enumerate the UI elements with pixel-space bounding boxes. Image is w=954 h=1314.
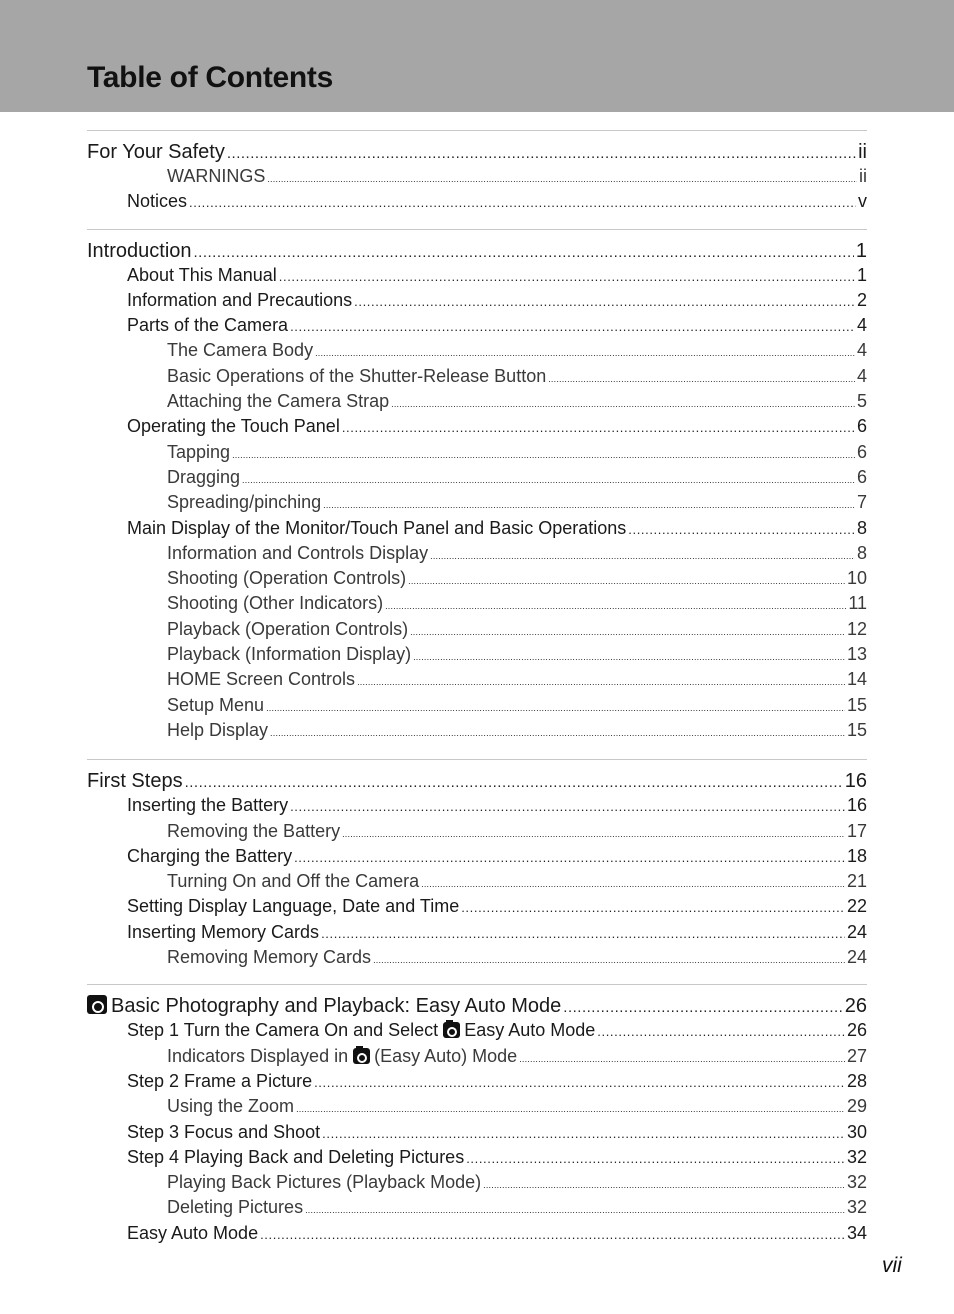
toc-entry-title-text: Playback (Information Display) — [167, 644, 412, 665]
toc-entry-title-text: Easy Auto Mode — [464, 1020, 596, 1041]
toc-entry-page: 22 — [846, 896, 867, 917]
toc-entry-title-text: Notices — [127, 191, 188, 212]
toc-entry-title — [127, 265, 277, 286]
toc-entry-title-text: Step 2 Frame a Picture — [127, 1070, 313, 1091]
dot-leader — [314, 1075, 845, 1090]
toc-entry-page: 5 — [856, 391, 867, 412]
toc-entry[interactable] — [87, 543, 867, 568]
toc-entry[interactable] — [87, 795, 867, 820]
toc-entry-page: 30 — [846, 1121, 867, 1142]
toc-entry[interactable] — [87, 896, 867, 921]
toc-entry-title — [87, 141, 225, 164]
toc-entry-title-text: Inserting the Battery — [127, 795, 289, 816]
dot-leader — [519, 1054, 845, 1064]
toc-entry-title — [167, 644, 411, 665]
toc-entry[interactable] — [87, 922, 867, 947]
toc-entry-title-text: HOME Screen Controls — [167, 669, 356, 690]
toc-entry[interactable] — [87, 619, 867, 644]
toc-entry-title-text: Removing the Battery — [167, 820, 341, 841]
toc-entry[interactable] — [87, 290, 867, 315]
toc-entry-title — [167, 492, 321, 513]
toc-entry[interactable] — [87, 1122, 867, 1147]
toc-entry[interactable] — [87, 1172, 867, 1197]
toc-entry-title — [167, 1096, 294, 1117]
toc-entry-page: 4 — [856, 315, 867, 336]
toc-entry[interactable] — [87, 720, 867, 745]
dot-leader — [296, 1104, 845, 1114]
toc-entry-title-text: About This Manual — [127, 264, 277, 285]
header-bar — [0, 0, 954, 112]
toc-entry[interactable] — [87, 1223, 867, 1248]
toc-entry[interactable] — [87, 191, 867, 216]
toc-entry-title-text: For Your Safety — [87, 141, 225, 163]
toc-entry-title — [127, 315, 288, 336]
toc-entry-title-text: Information and Precautions — [127, 289, 353, 310]
toc-entry[interactable] — [87, 947, 867, 972]
toc-entry-page: 16 — [846, 795, 867, 816]
dot-leader — [185, 774, 843, 791]
dot-leader — [391, 399, 855, 409]
toc-entry-title-text: Indicators Displayed in — [167, 1045, 349, 1066]
toc-entry-title — [87, 995, 561, 1018]
toc-entry-title — [127, 1071, 312, 1092]
toc-entry[interactable] — [87, 492, 867, 517]
dot-leader — [628, 522, 855, 537]
dot-leader — [461, 900, 845, 915]
toc-entry-title — [167, 467, 240, 488]
toc-entry[interactable] — [87, 1046, 867, 1071]
toc-entry[interactable] — [87, 366, 867, 391]
dot-leader — [266, 703, 845, 713]
toc-entry-title — [127, 1223, 258, 1244]
toc-section — [87, 229, 867, 760]
toc-entry-page: 26 — [844, 995, 867, 1018]
toc-entry-page: 34 — [846, 1222, 867, 1243]
toc-entry-page: 21 — [846, 871, 867, 892]
dot-leader — [270, 728, 845, 738]
toc-entry-title-text: Step 4 Playing Back and Deleting Pictures — [127, 1146, 465, 1167]
toc-entry-title-text: Information and Controls Display — [167, 542, 429, 563]
toc-entry[interactable] — [87, 1071, 867, 1096]
dot-leader — [466, 1151, 845, 1166]
toc-entry-title — [167, 593, 383, 614]
toc-section — [87, 759, 867, 984]
toc-entry-title-text: Setting Display Language, Date and Time — [127, 896, 460, 917]
page-title: Table of Contents — [87, 61, 334, 94]
toc-entry-title — [167, 568, 406, 589]
toc-entry-title-text: Inserting Memory Cards — [127, 921, 320, 942]
dot-leader — [323, 500, 855, 510]
toc-entry[interactable] — [87, 695, 867, 720]
toc-entry-title — [167, 442, 230, 463]
toc-entry-title-text: (Easy Auto) Mode — [374, 1045, 518, 1066]
toc-entry-page: 15 — [846, 719, 867, 740]
toc-entry[interactable] — [87, 315, 867, 340]
toc-entry-title-text: Deleting Pictures — [167, 1197, 304, 1218]
dot-leader — [548, 374, 855, 384]
toc-entry[interactable] — [87, 416, 867, 441]
toc-entry-title-text: Basic Operations of the Shutter-Release Button — [167, 365, 547, 386]
toc-entry-title — [127, 846, 292, 867]
toc-entry[interactable] — [87, 995, 867, 1020]
toc-entry-page: 4 — [856, 365, 867, 386]
toc-entry[interactable] — [87, 166, 867, 191]
dot-leader — [189, 195, 856, 210]
toc-entry[interactable] — [87, 1020, 867, 1045]
toc-entry-title — [167, 947, 371, 968]
dot-leader — [410, 627, 845, 637]
toc-entry-title-text: Setup Menu — [167, 694, 265, 715]
dot-leader — [242, 475, 855, 485]
toc-entry-title-text: Playing Back Pictures (Playback Mode) — [167, 1172, 482, 1193]
toc-entry-page: 10 — [846, 568, 867, 589]
easy-auto-camera-icon — [353, 1048, 370, 1064]
toc-entry-title — [167, 391, 389, 412]
dot-leader — [597, 1024, 845, 1039]
toc-entry-page: 32 — [846, 1146, 867, 1167]
toc-entry-page: v — [858, 191, 867, 212]
toc-entry-title — [127, 290, 352, 311]
toc-entry-page: 18 — [846, 845, 867, 866]
toc-entry-title-text: Basic Photography and Playback: Easy Auto Mode — [111, 995, 562, 1018]
toc-entry-page: 17 — [846, 820, 867, 841]
dot-leader — [294, 850, 845, 865]
toc-entry-title — [127, 518, 626, 539]
toc-entry-title — [167, 543, 428, 564]
toc-entry-title — [127, 191, 187, 212]
toc-entry-page: 32 — [846, 1197, 867, 1218]
toc-entry-title-text: Step 1 Turn the Camera On and Select — [127, 1020, 439, 1041]
toc-entry-page: 6 — [856, 466, 867, 487]
toc-entry[interactable] — [87, 568, 867, 593]
page-number: vii — [882, 1254, 902, 1277]
toc-entry-title-text: Help Display — [167, 719, 269, 740]
toc-entry-page: 16 — [844, 770, 867, 793]
dot-leader — [408, 576, 845, 586]
dot-leader — [373, 955, 845, 965]
toc-entry-page: 24 — [846, 947, 867, 968]
toc-entry-title-text: Tapping — [167, 441, 231, 462]
toc-entry-page: 32 — [846, 1172, 867, 1193]
toc-entry-title — [167, 871, 419, 892]
easy-auto-camera-icon — [87, 995, 107, 1014]
dot-leader — [430, 551, 855, 561]
dot-leader — [321, 926, 845, 941]
toc-entry-title-text: Step 3 Focus and Shoot — [127, 1121, 321, 1142]
toc-entry-page: 2 — [856, 289, 867, 310]
toc-entry-page: 29 — [846, 1096, 867, 1117]
toc-entry-title-text: Using the Zoom — [167, 1096, 295, 1117]
toc-entry-page: ii — [859, 166, 867, 186]
toc-entry-page: 7 — [856, 492, 867, 513]
dot-leader — [342, 420, 855, 435]
dot-leader — [354, 294, 855, 309]
toc-entry-title-text: Shooting (Operation Controls) — [167, 568, 407, 589]
toc-entry-title — [127, 416, 340, 437]
dot-leader — [413, 652, 845, 662]
dot-leader — [290, 799, 845, 814]
dot-leader — [483, 1180, 845, 1190]
toc-entry-title-text: The Camera Body — [167, 340, 314, 361]
dot-leader — [194, 244, 854, 261]
toc-entry-title — [167, 821, 340, 842]
toc-entry[interactable] — [87, 669, 867, 694]
toc-entry[interactable] — [87, 442, 867, 467]
toc-entry-title-text: Main Display of the Monitor/Touch Panel and Basic Operations — [127, 517, 627, 538]
toc-entry-page: 12 — [846, 618, 867, 639]
toc-entry-title-text: Turning On and Off the Camera — [167, 871, 420, 892]
dot-leader — [290, 319, 855, 334]
toc-entry-page: 26 — [846, 1020, 867, 1041]
toc-entry-page: 8 — [856, 517, 867, 538]
toc-entry[interactable] — [87, 871, 867, 896]
toc-entry-page: 15 — [846, 694, 867, 715]
toc-entry-page: 27 — [846, 1045, 867, 1066]
toc-entry-page: 1 — [856, 264, 867, 285]
toc-entry-title-text: WARNINGS — [167, 166, 266, 186]
toc-section — [87, 130, 867, 229]
toc-entry-page: ii — [858, 141, 867, 163]
toc-entry[interactable] — [87, 265, 867, 290]
toc-entry-page: 1 — [855, 239, 867, 262]
dot-leader — [322, 1126, 845, 1141]
dot-leader — [279, 269, 855, 284]
dot-leader — [267, 174, 857, 184]
dot-leader — [260, 1227, 845, 1242]
toc-entry-title-text: Spreading/pinching — [167, 492, 322, 513]
toc-entry-page: 24 — [846, 921, 867, 942]
toc-entry-title — [127, 922, 319, 943]
toc-entry-title — [127, 1020, 595, 1041]
toc-entry[interactable] — [87, 518, 867, 543]
table-of-contents — [87, 130, 867, 1248]
toc-entry[interactable] — [87, 340, 867, 365]
toc-entry-title-text: First Steps — [87, 770, 183, 793]
toc-entry-page: 6 — [856, 416, 867, 437]
dot-leader — [315, 348, 855, 358]
toc-entry-title-text: Removing Memory Cards — [167, 947, 372, 968]
toc-entry-title-text: Attaching the Camera Strap — [167, 391, 390, 412]
toc-entry-title-text: Playback (Operation Controls) — [167, 618, 409, 639]
toc-entry-page: 28 — [846, 1070, 867, 1091]
toc-entry-title — [87, 770, 183, 793]
toc-entry-page: 6 — [856, 441, 867, 462]
toc-entry-page: 8 — [856, 542, 867, 563]
dot-leader — [357, 677, 845, 687]
toc-entry[interactable] — [87, 593, 867, 618]
toc-entry-title — [167, 1197, 303, 1218]
toc-entry-title-text: Charging the Battery — [127, 845, 293, 866]
toc-entry-title — [127, 795, 288, 816]
dot-leader — [232, 450, 855, 460]
dot-leader — [342, 829, 845, 839]
toc-entry-page: 14 — [846, 669, 867, 690]
easy-auto-camera-icon — [443, 1022, 460, 1038]
toc-entry-title — [167, 720, 268, 741]
toc-entry-title-text: Parts of the Camera — [127, 315, 289, 336]
toc-entry-title-text: Operating the Touch Panel — [127, 416, 340, 437]
dot-leader — [227, 145, 856, 162]
toc-entry-title — [167, 669, 355, 690]
toc-entry-title-text: Shooting (Other Indicators) — [167, 593, 384, 614]
toc-section — [87, 984, 867, 1248]
toc-entry-page: 13 — [846, 644, 867, 665]
toc-entry[interactable] — [87, 846, 867, 871]
toc-entry-title — [127, 1122, 320, 1143]
toc-entry[interactable] — [87, 770, 867, 795]
toc-entry[interactable] — [87, 1197, 867, 1222]
toc-entry-title-text: Dragging — [167, 466, 241, 487]
dot-leader — [563, 999, 842, 1016]
toc-entry-title — [87, 240, 192, 263]
toc-entry-page: 4 — [856, 340, 867, 361]
dot-leader — [305, 1205, 845, 1215]
toc-entry-title — [127, 1147, 464, 1168]
toc-entry-title-text: Easy Auto Mode — [127, 1222, 259, 1243]
toc-entry[interactable] — [87, 821, 867, 846]
toc-entry-title — [167, 166, 265, 187]
toc-entry-title — [167, 619, 408, 640]
toc-entry-page: 11 — [848, 593, 867, 614]
toc-entry-title — [127, 896, 459, 917]
toc-entry-title — [167, 695, 264, 716]
toc-entry[interactable] — [87, 1096, 867, 1121]
dot-leader — [421, 879, 845, 889]
toc-entry-title — [167, 1172, 481, 1193]
dot-leader — [385, 601, 846, 611]
toc-entry-title — [167, 366, 546, 387]
toc-entry[interactable] — [87, 644, 867, 669]
toc-entry[interactable] — [87, 467, 867, 492]
toc-entry-title — [167, 340, 313, 361]
toc-entry[interactable] — [87, 141, 867, 166]
toc-entry-title — [167, 1046, 517, 1067]
toc-entry-title-text: Introduction — [87, 239, 192, 262]
toc-entry[interactable] — [87, 391, 867, 416]
toc-entry[interactable] — [87, 1147, 867, 1172]
toc-entry[interactable] — [87, 240, 867, 265]
